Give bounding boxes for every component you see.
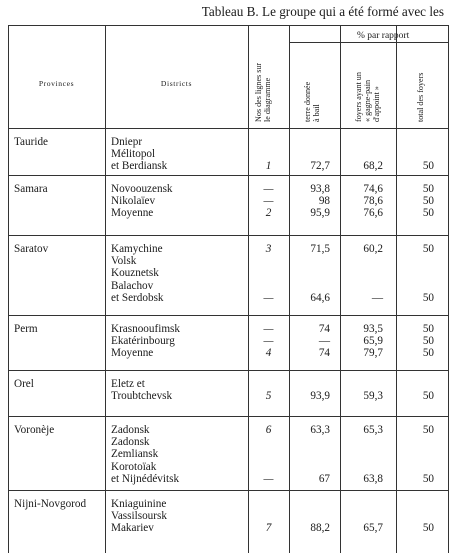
district-cell: Moyenne	[111, 347, 154, 360]
total-pct-cell: 50	[422, 347, 434, 360]
line-no-cell: 6	[265, 424, 272, 436]
farmhands-pct-cell: 65,3	[363, 424, 383, 436]
line-no-cell: —	[263, 291, 274, 304]
land-pct-cell: 64,6	[310, 291, 330, 304]
line-no-cell: 3	[265, 243, 272, 255]
land-pct-cell: 95,9	[310, 207, 330, 220]
row-rule	[8, 490, 448, 491]
district-cell: et Serdobsk	[111, 291, 164, 304]
row-rule	[8, 315, 448, 316]
line-no-cell: —	[263, 195, 274, 208]
land-pct-cell: 71,5	[310, 243, 330, 255]
province-cell: Saratov	[14, 243, 49, 255]
column-rule	[396, 25, 397, 553]
total-pct-cell: 50	[422, 323, 434, 335]
line-no-cell: 5	[265, 390, 272, 403]
district-cell: Moyenne	[111, 207, 154, 220]
province-cell: Orel	[14, 378, 34, 390]
district-cell: Zadonsk	[111, 424, 150, 436]
district-cell: Zemliansk	[111, 448, 159, 461]
district-cell: Krasnooufimsk	[111, 323, 180, 335]
district-cell: et Nijnédévitsk	[111, 472, 180, 485]
farmhands-pct-cell: 59,3	[363, 390, 383, 403]
total-pct-cell: 50	[422, 160, 434, 173]
column-rule	[248, 25, 249, 553]
farmhands-pct-cell: 65,9	[363, 335, 383, 348]
pct-group-rule	[289, 42, 448, 43]
line-no-cell: —	[263, 472, 274, 485]
land-pct-cell: 98	[318, 195, 330, 208]
total-pct-cell: 50	[422, 335, 434, 348]
province-cell: Nijni-Novgorod	[14, 498, 87, 510]
land-pct-cell: 88,2	[310, 522, 330, 535]
farmhands-pct-cell: 93,5	[363, 323, 383, 335]
table-title: Tableau B. Le groupe qui a été formé avec les	[201, 4, 444, 19]
district-cell: Nikolaïev	[111, 195, 156, 208]
district-cell: Zadonsk	[111, 436, 150, 449]
farmhands-pct-cell: —	[371, 291, 383, 304]
line-no-cell: 1	[265, 160, 272, 173]
district-cell: Kamychine	[111, 243, 163, 255]
header-farmhands: foyers ayant un « gagne-pain d'appoint »	[354, 72, 381, 122]
district-cell: Dniepr	[111, 136, 143, 148]
land-pct-cell: 67	[318, 472, 330, 485]
column-rule	[8, 25, 9, 553]
header-districts: Districts	[160, 79, 193, 88]
header-pct-group: % par rapport	[357, 31, 410, 41]
farmhands-pct-cell: 76,6	[363, 207, 383, 220]
total-pct-cell: 50	[422, 195, 434, 208]
farmhands-pct-cell: 74,6	[363, 183, 383, 195]
province-cell: Tauride	[14, 136, 49, 148]
farmhands-pct-cell: 68,2	[363, 160, 383, 173]
total-pct-cell: 50	[422, 522, 434, 535]
district-cell: Korotoïak	[111, 460, 157, 473]
land-pct-cell: 63,3	[310, 424, 330, 436]
land-pct-cell: —	[318, 335, 330, 348]
header-line-no: Nos des lignes sur le diagramme	[254, 62, 272, 122]
row-rule	[8, 235, 448, 236]
row-rule	[8, 416, 448, 417]
line-no-cell: 4	[265, 347, 272, 360]
column-rule	[448, 25, 449, 553]
column-rule	[105, 25, 106, 553]
row-rule	[8, 370, 448, 371]
total-pct-cell: 50	[422, 424, 434, 436]
district-cell: Eletz et	[111, 378, 145, 390]
farmhands-pct-cell: 79,7	[363, 347, 383, 360]
land-pct-cell: 74	[318, 347, 330, 360]
table-top-rule	[8, 25, 448, 26]
district-cell: Troubtchevsk	[111, 390, 173, 403]
total-pct-cell: 50	[422, 243, 434, 255]
land-pct-cell: 72,7	[310, 160, 330, 173]
line-no-cell: —	[263, 323, 274, 335]
total-pct-cell: 50	[422, 390, 434, 403]
total-pct-cell: 50	[422, 291, 434, 304]
header-land: terre donnée à bail	[303, 81, 321, 122]
district-cell: Balachov	[111, 279, 154, 292]
district-cell: et Berdiansk	[111, 160, 168, 173]
row-rule	[8, 175, 448, 176]
province-cell: Voronèje	[14, 424, 55, 436]
district-cell: Kniaguinine	[111, 498, 167, 510]
total-pct-cell: 50	[422, 207, 434, 220]
district-cell: Ekatérinbourg	[111, 335, 175, 348]
header-provinces: Provinces	[38, 79, 75, 88]
header-bottom-rule	[8, 128, 448, 129]
district-cell: Volsk	[111, 255, 137, 268]
line-no-cell: —	[263, 183, 274, 195]
district-cell: Vassilsoursk	[111, 510, 167, 523]
district-cell: Kouznetsk	[111, 267, 159, 280]
province-cell: Samara	[14, 183, 48, 195]
district-cell: Makariev	[111, 522, 154, 535]
farmhands-pct-cell: 63,8	[363, 472, 383, 485]
district-cell: Mélitopol	[111, 148, 156, 161]
line-no-cell: —	[263, 335, 274, 348]
farmhands-pct-cell: 60,2	[363, 243, 383, 255]
land-pct-cell: 93,8	[310, 183, 330, 195]
total-pct-cell: 50	[422, 472, 434, 485]
header-total: total des foyers	[416, 72, 425, 122]
district-cell: Novoouzensk	[111, 183, 173, 195]
farmhands-pct-cell: 78,6	[363, 195, 383, 208]
total-pct-cell: 50	[422, 183, 434, 195]
land-pct-cell: 74	[318, 323, 330, 335]
province-cell: Perm	[14, 323, 38, 335]
line-no-cell: 7	[265, 522, 272, 535]
line-no-cell: 2	[265, 207, 272, 220]
land-pct-cell: 93,9	[310, 390, 330, 403]
farmhands-pct-cell: 65,7	[363, 522, 383, 535]
